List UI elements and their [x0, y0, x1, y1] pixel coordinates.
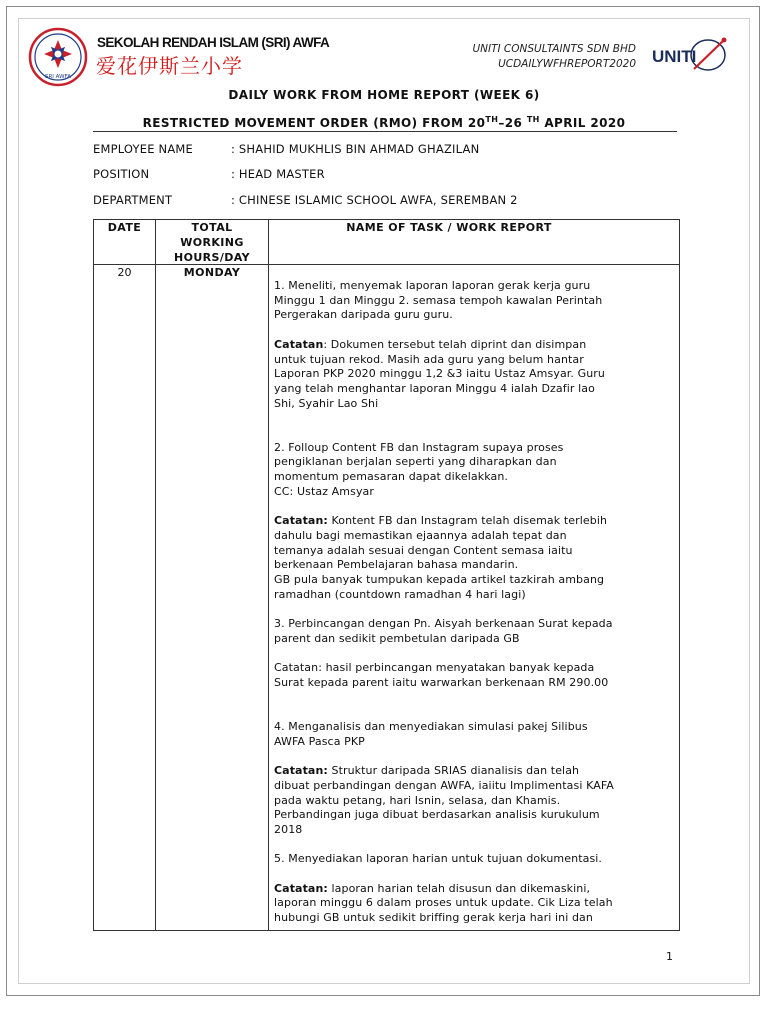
header-date: DATE [107, 221, 142, 234]
task-paragraph [274, 338, 674, 412]
report-code: UCDAILYWFHREPORT2020 [498, 58, 636, 70]
employee-name-value: : SHAHID MUKHLIS BIN AHMAD GHAZILAN [231, 142, 480, 156]
table-column-divider [155, 220, 156, 930]
subtitle-sup-end: TH [526, 115, 540, 124]
task-paragraph [274, 514, 674, 602]
header-hours-line2: WORKING [180, 236, 244, 249]
consultant-block [472, 42, 636, 72]
school-name-english: SEKOLAH RENDAH ISLAM (SRI) AWFA [97, 35, 330, 50]
task-paragraph: 2. Folloup Content FB dan Instagram supaya proses pengiklanan berjalan seperti yang diharapkan dan momentum pemasaran dapat dikelakkan. CC: Ustaz Amsyar [274, 440, 564, 498]
report-subtitle [0, 115, 768, 130]
task-paragraph: 5. Menyediakan laporan harian untuk tujuan dokumentasi. [274, 852, 603, 866]
note-label: Catatan: [274, 514, 328, 528]
note-label: Catatan [274, 337, 324, 351]
department-value: : CHINESE ISLAMIC SCHOOL AWFA, SEREMBAN 2 [231, 193, 518, 207]
consultant-company: UNITI CONSULTAINTS SDN BHD [472, 43, 636, 55]
note-text: laporan harian telah disusun dan dikemaskini, laporan minggu 6 dalam proses untuk update. Cik Liza telah hubungi GB untuk sedikit briffing gerak kerja hari ini dan [274, 881, 613, 925]
subtitle-prefix: RESTRICTED MOVEMENT ORDER (RMO) FROM 20 [142, 116, 486, 130]
school-logo-text: SRI AWFA [44, 74, 72, 80]
task-paragraph [274, 764, 674, 838]
table-column-divider [268, 220, 269, 930]
school-logo-icon [28, 27, 88, 87]
task-paragraph [274, 882, 674, 926]
department-label: DEPARTMENT [93, 193, 173, 207]
row-day: MONDAY [183, 266, 241, 279]
task-list [274, 279, 674, 940]
subtitle-suffix: APRIL 2020 [539, 116, 626, 130]
header-task: NAME OF TASK / WORK REPORT [346, 221, 552, 234]
page-number: 1 [666, 950, 673, 963]
school-name-chinese: 爱花伊斯兰小学 [96, 54, 243, 78]
note-label: Catatan: [274, 764, 328, 778]
note-text: : Dokumen tersebut telah diprint dan disimpan untuk tujuan rekod. Masih ada guru yang belum hantar Laporan PKP 2020 minggu 1,2 &3 iaitu Ustaz Amsyar. Guru yang telah menghantar laporan Minggu 4 ialah Dzafir lao Shi, Syahir Lao Shi [274, 337, 605, 410]
task-paragraph: Catatan: hasil perbincangan menyatakan banyak kepada Surat kepada parent iaitu warwarkan berkenaan RM 290.00 [274, 661, 609, 689]
header-total-hours [156, 220, 268, 265]
note-label: Catatan: [274, 881, 328, 895]
task-paragraph: 4. Menganalisis dan menyediakan simulasi pakej Silibus AWFA Pasca PKP [274, 720, 588, 748]
position-label: POSITION [93, 167, 150, 181]
subtitle-mid: –26 [498, 116, 527, 130]
uniti-logo-text: UNITI [652, 47, 697, 66]
header-hours-line1: TOTAL [191, 221, 233, 234]
task-paragraph: 1. Meneliti, menyemak laporan laporan gerak kerja guru Minggu 1 dan Minggu 2. semasa tempoh kawalan Perintah Pergerakan daripada guru guru. [274, 279, 603, 322]
report-title: DAILY WORK FROM HOME REPORT (WEEK 6) [228, 88, 540, 102]
task-paragraph: 3. Perbincangan dengan Pn. Aisyah berkenaan Surat kepada parent dan sedikit pembetulan daripada GB [274, 617, 613, 645]
row-date: 20 [117, 266, 132, 279]
employee-name-label: EMPLOYEE NAME [93, 142, 194, 156]
note-text: Kontent FB dan Instagram telah disemak terlebih dahulu bagi memastikan ejaannya adalah tepat dan temanya adalah sesuai dengan Content semasa iaitu berkenaan Pembelajaran bahasa mandarin. GB pula banyak tumpukan kepada artikel tazkirah ambang ramadhan (countdown ramadhan 4 hari lagi) [274, 514, 608, 601]
position-value: : HEAD MASTER [231, 167, 325, 181]
note-text: Struktur daripada SRIAS dianalisis dan telah dibuat perbandingan dengan AWFA, iaiitu Implimentasi KAFA pada waktu petang, hari Isnin, selasa, dan Khamis. Perbandingan juga dibuat berdasarkan analisis kurukulum 2018 [274, 764, 614, 836]
header-hours-line3: HOURS/DAY [173, 251, 251, 264]
subtitle-sup-start: TH [485, 115, 499, 124]
uniti-logo-icon [650, 35, 730, 75]
title-divider [93, 131, 677, 132]
work-report-table [93, 219, 680, 931]
